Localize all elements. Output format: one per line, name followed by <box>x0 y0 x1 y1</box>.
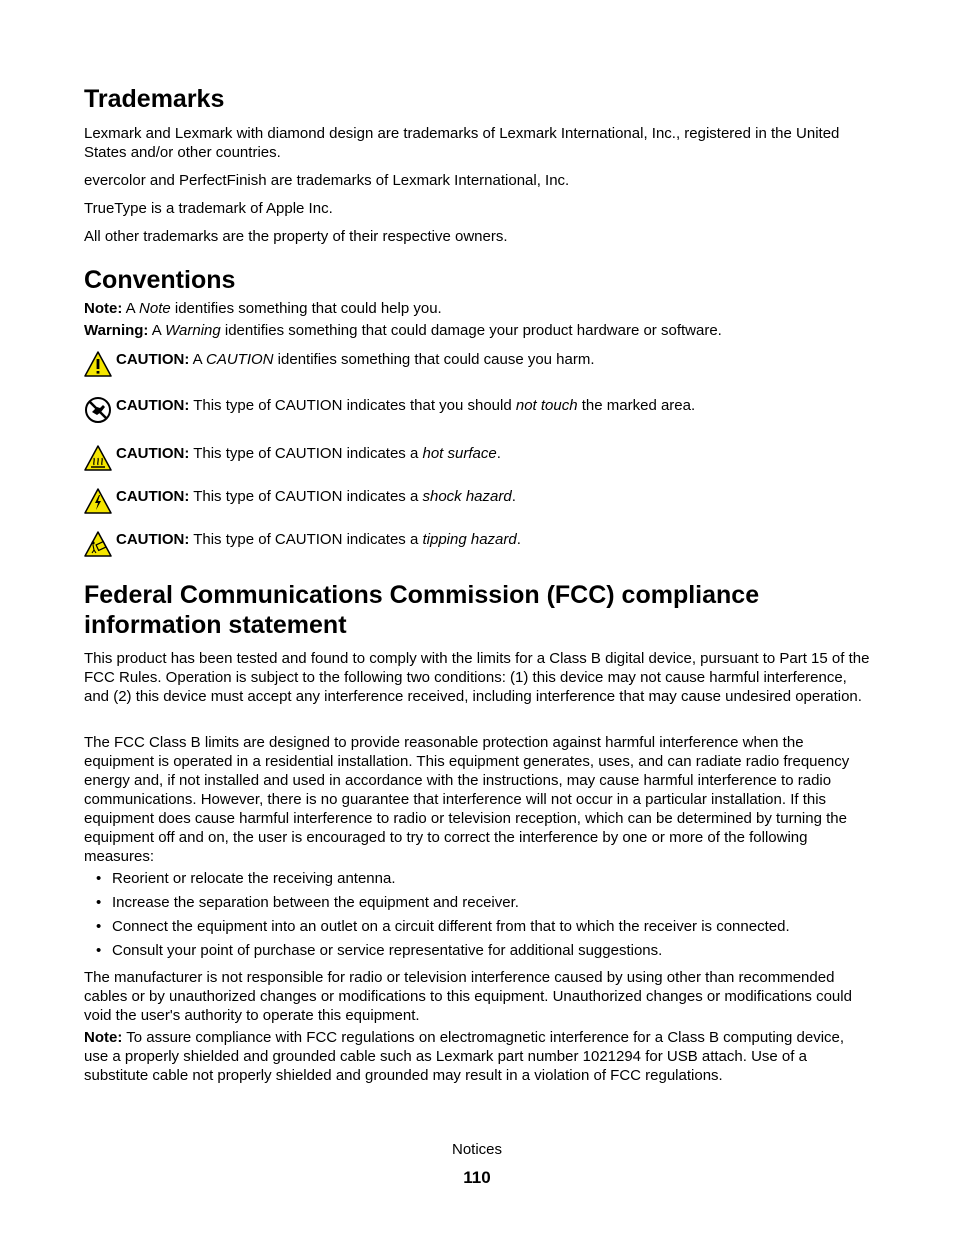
caution-pre: This type of CAUTION indicates that you should <box>189 397 516 414</box>
fcc-heading <box>84 580 874 640</box>
trademarks-heading: Trademarks <box>84 85 225 113</box>
note-em: Note <box>139 300 171 317</box>
caution-do-not-touch <box>84 396 874 426</box>
warning-pre: A <box>148 322 166 339</box>
caution-label: CAUTION: <box>116 531 190 548</box>
caution-shock-hazard <box>84 487 874 517</box>
list-item <box>84 893 874 917</box>
trademarks-paragraph-2: evercolor and PerfectFinish are trademarks of Lexmark International, Inc. <box>84 172 570 189</box>
trademarks-paragraph-3: TrueType is a trademark of Apple Inc. <box>84 200 333 217</box>
tipping-hazard-icon <box>84 530 112 558</box>
do-not-touch-icon <box>84 396 112 424</box>
caution-post: . <box>516 531 521 548</box>
conventions-heading: Conventions <box>84 266 236 294</box>
caution-em: shock hazard <box>422 488 512 505</box>
caution-em: hot surface <box>422 445 497 462</box>
footer-section-label: Notices <box>451 1141 503 1158</box>
list-item <box>84 917 874 941</box>
conventions-note <box>84 299 872 318</box>
caution-label: CAUTION: <box>116 445 190 462</box>
caution-tipping-hazard <box>84 530 874 560</box>
fcc-heading-line-1: Federal Communications Commission (FCC) compliance <box>84 581 760 609</box>
caution-post: . <box>511 488 516 505</box>
caution-post: the marked area. <box>577 397 696 414</box>
trademarks-paragraph-1: Lexmark and Lexmark with diamond design are trademarks of Lexmark International, Inc., registered in the United States and/or other countries. <box>84 125 840 161</box>
warning-post: identifies something that could damage your product hardware or software. <box>220 322 722 339</box>
caution-em: not touch <box>515 397 578 414</box>
caution-pre: This type of CAUTION indicates a <box>189 488 423 505</box>
caution-general-text <box>116 350 595 369</box>
caution-pre: A <box>189 351 207 368</box>
fcc-paragraph-1: This product has been tested and found to comply with the limits for a Class B digital device, pursuant to Part 15 of the FCC Rules. Operation is subject to the following two conditions: (1) this device may not cause harmful interference, and (2) this device must accept any interference received, including interference that may cause undesired operation. <box>84 650 870 705</box>
caution-triangle-icon <box>84 350 112 378</box>
warning-em: Warning <box>165 322 221 339</box>
list-item <box>84 941 874 965</box>
fcc-note-text: To assure compliance with FCC regulations on electromagnetic interference for a Class B computing device, use a properly shielded and grounded cable such as Lexmark part number 1021294 for USB attach. Use of a substitute cable not properly shielded and grounded may result in a violation of FCC regulations. <box>84 1029 845 1084</box>
fcc-note-label: Note: <box>84 1029 123 1046</box>
bullet-icon: • <box>96 942 102 959</box>
caution-label: CAUTION: <box>116 351 190 368</box>
hot-surface-icon <box>84 444 112 472</box>
list-item-text: Reorient or relocate the receiving antenna. <box>112 870 396 887</box>
fcc-measures-list <box>84 869 874 965</box>
warning-label: Warning: <box>84 322 149 339</box>
list-item-text: Increase the separation between the equipment and receiver. <box>112 894 519 911</box>
caution-pre: This type of CAUTION indicates a <box>189 531 423 548</box>
caution-label: CAUTION: <box>116 488 190 505</box>
bullet-icon: • <box>96 870 102 887</box>
caution-label: CAUTION: <box>116 397 190 414</box>
fcc-paragraph-3: The manufacturer is not responsible for radio or television interference caused by using other than recommended cables or by unauthorized changes or modifications to this equipment. Unauthorized changes or modifications could void the user's authority to operate this equipment. <box>84 969 852 1024</box>
caution-general <box>84 350 874 380</box>
caution-post: identifies something that could cause you harm. <box>273 351 595 368</box>
fcc-note <box>84 1028 872 1085</box>
caution-tipping-hazard-text <box>116 530 521 549</box>
fcc-paragraph-2: The FCC Class B limits are designed to provide reasonable protection against harmful interference when the equipment is operated in a residential installation. This equipment generates, uses, and can radiate radio frequency energy and, if not installed and used in accordance with the instructions, may cause harmful interference to radio communications. However, there is no guarantee that interference will not occur in a particular installation. If this equipment does cause harmful interference to radio or television reception, which can be determined by turning the equipment off and on, the user is encouraged to try to correct the interference by one or more of the following measures: <box>84 734 850 865</box>
note-pre: A <box>122 300 140 317</box>
list-item-text: Connect the equipment into an outlet on a circuit different from that to which the receiver is connected. <box>112 918 790 935</box>
caution-shock-hazard-text <box>116 487 516 506</box>
fcc-heading-line-2: information statement <box>84 611 347 639</box>
caution-hot-surface-text <box>116 444 501 463</box>
caution-em: CAUTION <box>206 351 274 368</box>
caution-post: . <box>496 445 501 462</box>
bullet-icon: • <box>96 918 102 935</box>
shock-hazard-icon <box>84 487 112 515</box>
list-item <box>84 869 874 893</box>
trademarks-paragraph-4: All other trademarks are the property of their respective owners. <box>84 228 508 245</box>
note-post: identifies something that could help you. <box>170 300 442 317</box>
note-label: Note: <box>84 300 123 317</box>
conventions-warning <box>84 321 872 340</box>
page-number: 110 <box>463 1168 491 1187</box>
caution-pre: This type of CAUTION indicates a <box>189 445 423 462</box>
caution-em: tipping hazard <box>422 531 517 548</box>
list-item-text: Consult your point of purchase or service representative for additional suggestions. <box>112 942 663 959</box>
caution-do-not-touch-text <box>116 396 695 415</box>
caution-hot-surface <box>84 444 874 474</box>
bullet-icon: • <box>96 894 102 911</box>
